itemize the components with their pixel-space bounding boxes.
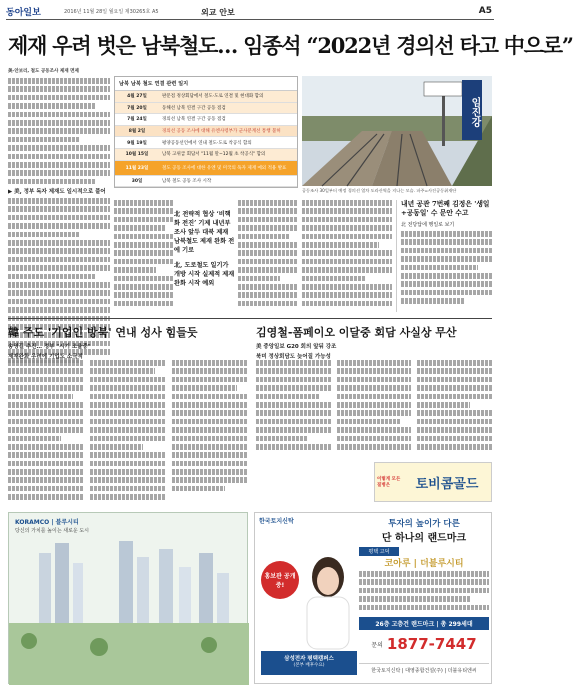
koaru-headline-2: 단 하나의 랜드마크 [381,533,467,544]
koaru-headline-1: 투자의 높이가 다른 [388,519,460,529]
lead-article [8,68,110,312]
railway-photo [302,76,492,186]
table-row: 30일 남북 철도 공동 조사 시작 [115,176,297,188]
model-photo [293,549,363,649]
section2-headline: 韓 주도 '기업인 방북' 연내 성사 힘들듯 [8,326,198,339]
city-rendering-image [9,513,249,685]
table-row: 4월 27일 판문점 정상회담에서 철도·도로 연결 및 현대화 합의 [115,91,297,103]
timeline-title: 남북 남북 철도 연결 관련 일지 [115,77,297,91]
table-row: 7월 20일 동해선 남북 연결 구간 공동 점검 [115,103,297,115]
sidebar-headline: 내년 공관 7번째 김정은 '생일+공동일' 수 문안 수고 [401,200,490,217]
section2-text [8,360,248,508]
lead-byline: 美-안보리, 철도 공동조사 제재 면제 [8,69,79,74]
koaru-footer: 한국토지신탁 | 대영종합건설(주) | 더블유티엔씨 [359,663,489,674]
koaru-promo-badge: 홍보관 공개중! [261,561,299,599]
koaru-phone-label: 문의 [371,641,383,649]
koaru-name: 코아루 | 더블루시티 [384,559,464,569]
lead-subhead: ▶ 美, 정부 독자 제재도 일시적으로 풀어 [8,189,106,196]
table-row: 10월 15일 남북 고위급 회담서 "11월 말∼12월 초 착공식" 합의 [115,149,297,161]
station-sign: 임진강 [462,80,482,140]
article-col-2 [114,200,174,312]
koaru-org: 한국토지신탁 [259,518,294,525]
left-ad-sub: 당신의 가치를 높이는 새로운 도시 [15,528,89,534]
koaru-phone[interactable]: 1877-7447 [386,635,477,653]
photo-caption: 공동조사 30일부터 예정 경의선 열차 도라산역을 지나는 모습. 파주=사진공동취재단 [302,188,457,193]
koaru-phone-block [359,631,489,657]
sidebar-subhead: 北 전당답에 행일로 보기 [401,222,455,228]
left-realestate-ad[interactable] [8,512,248,684]
table-row: 9월 19일 평양공동선언에서 연내 철도·도로 착공식 합의 [115,137,297,149]
newspaper-logo: 동아일보 [6,8,41,18]
section-name: 외교 안보 [201,8,235,17]
tobe-ad[interactable] [374,462,492,502]
section3-headline: 김영철-폼페이오 이달중 회담 사실상 무산 [256,326,457,339]
section-divider [8,318,492,319]
article-col-4 [302,200,392,312]
left-ad-title: KORAMCO | 블루시티 [15,519,79,526]
timeline-table [114,76,298,188]
tobe-ad-brand: 토비콤골드 [415,476,479,492]
right-sidebar [396,200,492,312]
tobe-ad-sub: 이렇게 모든 질병은 [377,477,401,488]
koaru-mini-callout: 삼성전자 평택캠퍼스 (본부 배후수요) [261,651,357,675]
article-col-3 [238,200,298,312]
table-row: 7월 24일 경의선 남북 연결 구간 공동 점검 [115,114,297,126]
koaru-units: 26층 고층건 랜드마크 | 총 299세대 [359,617,489,630]
section3-subhead: 美 중앙일보 G20 회의 앞둬 강조 북미 정상회담도 늦어질 가능성 [256,344,337,360]
page-number: A5 [478,6,492,16]
masthead [6,4,494,20]
dateline: 2016년 11월 28일 월요일 제30265호 A5 [64,9,159,15]
main-headline: 제재 우려 벗은 남북철도… 임종석 “2022년 경의선 타고 中으로” [8,33,573,58]
table-row: 8월 2일 경의선 공동 조사에 대해 유엔사령부가 군사분계선 통행 불허 [115,126,297,138]
table-row: 11월 23일 철도 공동 조사에 대한 유엔 및 미국의 독자 제재 예외 적용 발표 [115,161,297,176]
koaru-info-list [359,571,489,613]
koaru-ad[interactable] [254,512,492,684]
section3-text [256,360,492,460]
article-subhead-mid: 北 전략적 협상 ‘비핵화 전진’ 기제 내년부 조사 앞두 대북 제재 남북철도 제재 완화 전에 기로 北, 도로철도 일기가 개방 시작 실제적 제재 완화 시작 예외 [174,211,235,287]
koaru-tagline: 평택 고덕 [359,547,399,556]
section2-subhead: 송영길 추진… 정부 "시기 조율중" 제재완화 우려에 기업도 소극적 [8,344,91,360]
